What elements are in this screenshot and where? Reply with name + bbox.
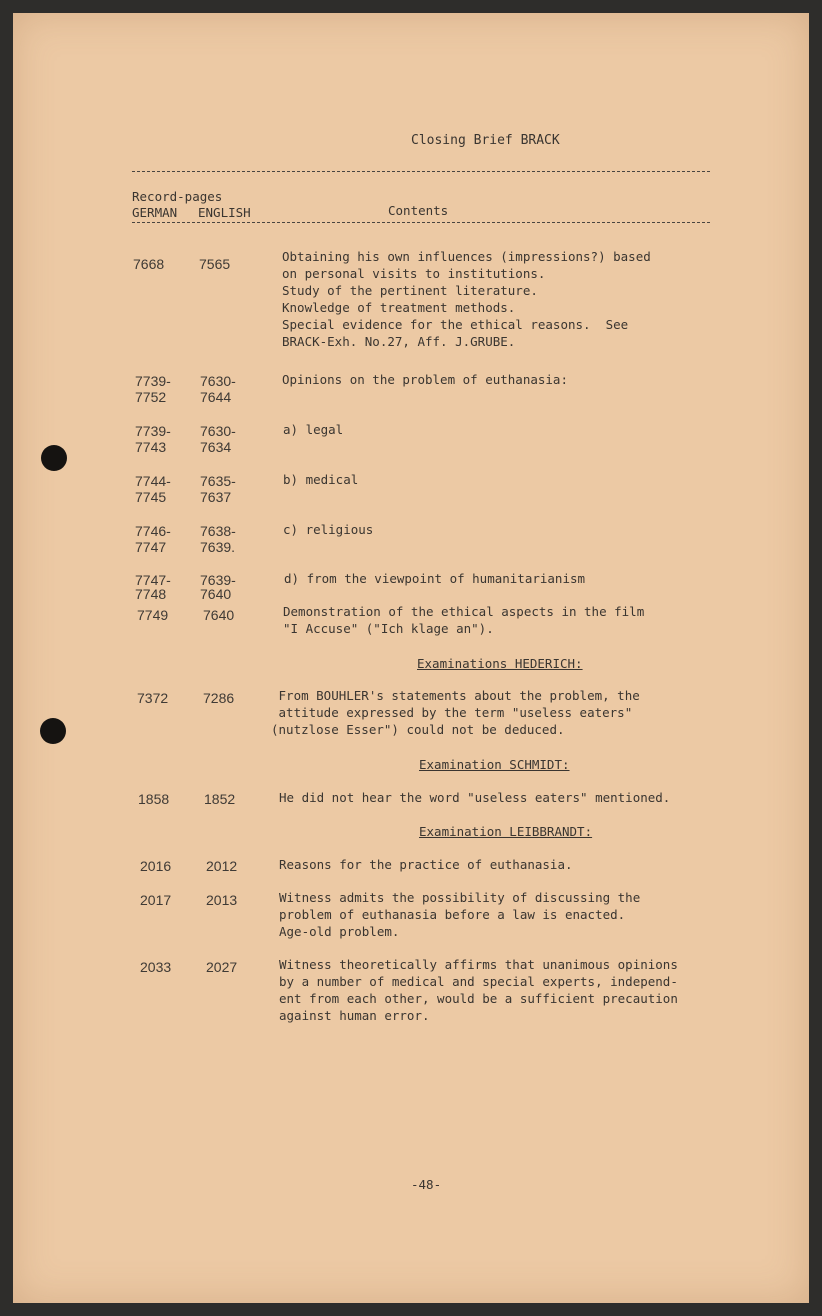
german-page-ref: 7739- 7743 xyxy=(135,423,171,455)
punch-hole xyxy=(41,445,67,471)
german-page-ref: 7744- 7745 xyxy=(135,473,171,505)
german-page-ref: 2017 xyxy=(140,892,172,908)
punch-hole xyxy=(40,718,66,744)
german-page-ref: 7746- 7747 xyxy=(135,523,171,555)
german-page-ref: 2016 xyxy=(140,858,172,874)
section-heading-schmidt: Examination SCHMIDT: xyxy=(419,757,570,772)
english-page-ref: 7640 xyxy=(203,607,235,623)
english-page-ref: 7286 xyxy=(203,690,235,706)
english-page-ref: 7639- 7640 xyxy=(200,572,236,602)
german-page-ref: 7372 xyxy=(137,690,169,706)
divider xyxy=(132,171,710,172)
divider xyxy=(132,222,710,223)
section-heading-hederich: Examinations HEDERICH: xyxy=(417,656,583,671)
english-page-ref: 7565 xyxy=(199,256,231,272)
document-page xyxy=(13,13,809,1303)
entry-text: Obtaining his own influences (impressions?) based on personal visits to institutions. Study of the pertinent literature. Knowledge of treatment methods. Special evidence for the ethical reasons. See BRACK-Exh. No.27, Aff. J.GRUBE. xyxy=(282,249,651,349)
header-english: ENGLISH xyxy=(198,205,251,220)
entry-text: b) medical xyxy=(283,472,359,487)
english-page-ref: 7638- 7639. xyxy=(200,523,236,555)
section-heading-leibbrandt: Examination LEIBBRANDT: xyxy=(419,824,593,839)
english-page-ref: 2027 xyxy=(206,959,238,975)
entry-text: d) from the viewpoint of humanitarianism xyxy=(284,571,586,586)
german-page-ref: 7668 xyxy=(133,256,165,272)
english-page-ref: 7630- 7634 xyxy=(200,423,236,455)
page-number: -48- xyxy=(411,1177,442,1192)
entry-text: Witness admits the possibility of discussing the problem of euthanasia before a law is enacted. Age-old problem. xyxy=(279,890,641,939)
header-contents: Contents xyxy=(388,203,449,218)
entry-text: Witness theoretically affirms that unanimous opinions by a number of medical and special experts, independ- ent from each other, would be a sufficient precaution against human error. xyxy=(279,957,678,1023)
english-page-ref: 7635- 7637 xyxy=(200,473,236,505)
entry-text: Opinions on the problem of euthanasia: xyxy=(282,372,568,387)
document-title: Closing Brief BRACK xyxy=(411,133,560,148)
german-page-ref: 7747- 7748 xyxy=(135,572,171,602)
entry-text: From BOUHLER's statements about the problem, the attitude expressed by the term "useless eaters" (nutzlose Esser") could not be deduced. xyxy=(271,688,640,737)
german-page-ref: 2033 xyxy=(140,959,172,975)
english-page-ref: 2012 xyxy=(206,858,238,874)
english-page-ref: 7630- 7644 xyxy=(200,373,236,405)
entry-text: c) religious xyxy=(283,522,374,537)
entry-text: a) legal xyxy=(283,422,344,437)
entry-text: Reasons for the practice of euthanasia. xyxy=(279,857,573,872)
header-record-pages: Record-pages xyxy=(132,189,223,204)
english-page-ref: 2013 xyxy=(206,892,238,908)
header-german: GERMAN xyxy=(132,205,178,220)
german-page-ref: 1858 xyxy=(138,791,170,807)
german-page-ref: 7749 xyxy=(137,607,169,623)
entry-text: He did not hear the word "useless eaters" mentioned. xyxy=(279,790,671,805)
english-page-ref: 1852 xyxy=(204,791,236,807)
german-page-ref: 7739- 7752 xyxy=(135,373,171,405)
entry-text: Demonstration of the ethical aspects in the film "I Accuse" ("Ich klage an"). xyxy=(283,604,645,636)
